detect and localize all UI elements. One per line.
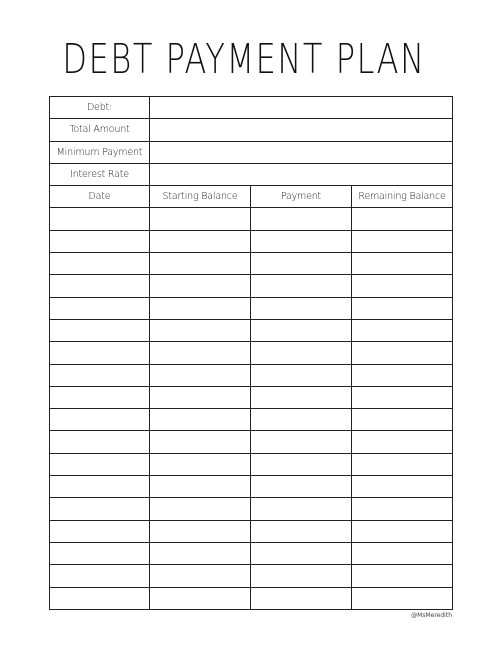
table-row bbox=[50, 275, 453, 297]
payment-cell[interactable] bbox=[251, 498, 352, 520]
column-header-row bbox=[50, 186, 453, 208]
table-row bbox=[50, 208, 453, 230]
date-cell[interactable] bbox=[50, 476, 150, 498]
payment-cell[interactable] bbox=[251, 431, 352, 453]
remaining-balance-cell[interactable] bbox=[352, 431, 453, 453]
table-row bbox=[50, 409, 453, 431]
table-row bbox=[50, 364, 453, 386]
date-cell[interactable] bbox=[50, 542, 150, 564]
remaining-balance-cell[interactable] bbox=[352, 565, 453, 587]
remaining-balance-cell[interactable] bbox=[352, 542, 453, 564]
info-row-total-amount bbox=[50, 119, 453, 141]
table-row bbox=[50, 453, 453, 475]
table-row bbox=[50, 386, 453, 408]
page-title: DEBT PAYMENT PLAN bbox=[62, 35, 426, 83]
date-cell[interactable] bbox=[50, 319, 150, 341]
date-cell[interactable] bbox=[50, 297, 150, 319]
starting-balance-cell[interactable] bbox=[150, 297, 251, 319]
remaining-balance-cell[interactable] bbox=[352, 476, 453, 498]
payment-cell[interactable] bbox=[251, 253, 352, 275]
date-cell[interactable] bbox=[50, 453, 150, 475]
info-label-minimum-payment: Minimum Payment bbox=[50, 141, 150, 163]
table-row bbox=[50, 230, 453, 252]
table-row bbox=[50, 565, 453, 587]
starting-balance-cell[interactable] bbox=[150, 275, 251, 297]
payment-cell[interactable] bbox=[251, 297, 352, 319]
minimum-payment-value-field[interactable] bbox=[150, 141, 453, 163]
payment-cell[interactable] bbox=[251, 476, 352, 498]
date-cell[interactable] bbox=[50, 565, 150, 587]
remaining-balance-cell[interactable] bbox=[352, 275, 453, 297]
remaining-balance-cell[interactable] bbox=[352, 297, 453, 319]
starting-balance-cell[interactable] bbox=[150, 498, 251, 520]
info-label-debt: Debt: bbox=[50, 97, 150, 119]
total-amount-value-field[interactable] bbox=[150, 119, 453, 141]
starting-balance-cell[interactable] bbox=[150, 520, 251, 542]
column-header-payment: Payment bbox=[251, 186, 352, 208]
debt-value-field[interactable] bbox=[150, 97, 453, 119]
date-cell[interactable] bbox=[50, 498, 150, 520]
starting-balance-cell[interactable] bbox=[150, 542, 251, 564]
date-cell[interactable] bbox=[50, 409, 150, 431]
payment-cell[interactable] bbox=[251, 520, 352, 542]
remaining-balance-cell[interactable] bbox=[352, 409, 453, 431]
date-cell[interactable] bbox=[50, 364, 150, 386]
table-row bbox=[50, 587, 453, 609]
date-cell[interactable] bbox=[50, 431, 150, 453]
payment-cell[interactable] bbox=[251, 409, 352, 431]
date-cell[interactable] bbox=[50, 386, 150, 408]
starting-balance-cell[interactable] bbox=[150, 319, 251, 341]
remaining-balance-cell[interactable] bbox=[352, 520, 453, 542]
date-cell[interactable] bbox=[50, 230, 150, 252]
table-row bbox=[50, 342, 453, 364]
remaining-balance-cell[interactable] bbox=[352, 364, 453, 386]
table-row bbox=[50, 476, 453, 498]
remaining-balance-cell[interactable] bbox=[352, 319, 453, 341]
column-header-starting-balance: Starting Balance bbox=[150, 186, 251, 208]
payment-cell[interactable] bbox=[251, 453, 352, 475]
info-label-total-amount: Total Amount bbox=[50, 119, 150, 141]
remaining-balance-cell[interactable] bbox=[352, 230, 453, 252]
starting-balance-cell[interactable] bbox=[150, 230, 251, 252]
table-row bbox=[50, 319, 453, 341]
column-header-date: Date bbox=[50, 186, 150, 208]
date-cell[interactable] bbox=[50, 520, 150, 542]
remaining-balance-cell[interactable] bbox=[352, 342, 453, 364]
date-cell[interactable] bbox=[50, 208, 150, 230]
table-row bbox=[50, 498, 453, 520]
payment-cell[interactable] bbox=[251, 386, 352, 408]
starting-balance-cell[interactable] bbox=[150, 208, 251, 230]
info-row-interest-rate bbox=[50, 163, 453, 185]
payment-cell[interactable] bbox=[251, 364, 352, 386]
payment-cell[interactable] bbox=[251, 275, 352, 297]
date-cell[interactable] bbox=[50, 587, 150, 609]
table-row bbox=[50, 431, 453, 453]
date-cell[interactable] bbox=[50, 342, 150, 364]
payment-cell[interactable] bbox=[251, 230, 352, 252]
remaining-balance-cell[interactable] bbox=[352, 208, 453, 230]
table-row bbox=[50, 520, 453, 542]
remaining-balance-cell[interactable] bbox=[352, 253, 453, 275]
debt-payment-table bbox=[49, 96, 453, 610]
table-row bbox=[50, 542, 453, 564]
starting-balance-cell[interactable] bbox=[150, 453, 251, 475]
remaining-balance-cell[interactable] bbox=[352, 587, 453, 609]
starting-balance-cell[interactable] bbox=[150, 476, 251, 498]
interest-rate-value-field[interactable] bbox=[150, 163, 453, 185]
date-cell[interactable] bbox=[50, 275, 150, 297]
column-header-remaining-balance: Remaining Balance bbox=[352, 186, 453, 208]
date-cell[interactable] bbox=[50, 253, 150, 275]
credit-watermark: @MsMeredith bbox=[411, 612, 452, 619]
info-row-minimum-payment bbox=[50, 141, 453, 163]
starting-balance-cell[interactable] bbox=[150, 565, 251, 587]
payment-cell[interactable] bbox=[251, 542, 352, 564]
payment-cell[interactable] bbox=[251, 342, 352, 364]
table-row bbox=[50, 253, 453, 275]
payment-cell[interactable] bbox=[251, 587, 352, 609]
starting-balance-cell[interactable] bbox=[150, 342, 251, 364]
info-label-interest-rate: Interest Rate bbox=[50, 163, 150, 185]
starting-balance-cell[interactable] bbox=[150, 587, 251, 609]
payment-cell[interactable] bbox=[251, 565, 352, 587]
payment-cell[interactable] bbox=[251, 208, 352, 230]
remaining-balance-cell[interactable] bbox=[352, 453, 453, 475]
starting-balance-cell[interactable] bbox=[150, 431, 251, 453]
info-row-debt bbox=[50, 97, 453, 119]
payment-cell[interactable] bbox=[251, 319, 352, 341]
starting-balance-cell[interactable] bbox=[150, 364, 251, 386]
starting-balance-cell[interactable] bbox=[150, 253, 251, 275]
table-row bbox=[50, 297, 453, 319]
starting-balance-cell[interactable] bbox=[150, 386, 251, 408]
remaining-balance-cell[interactable] bbox=[352, 498, 453, 520]
starting-balance-cell[interactable] bbox=[150, 409, 251, 431]
remaining-balance-cell[interactable] bbox=[352, 386, 453, 408]
